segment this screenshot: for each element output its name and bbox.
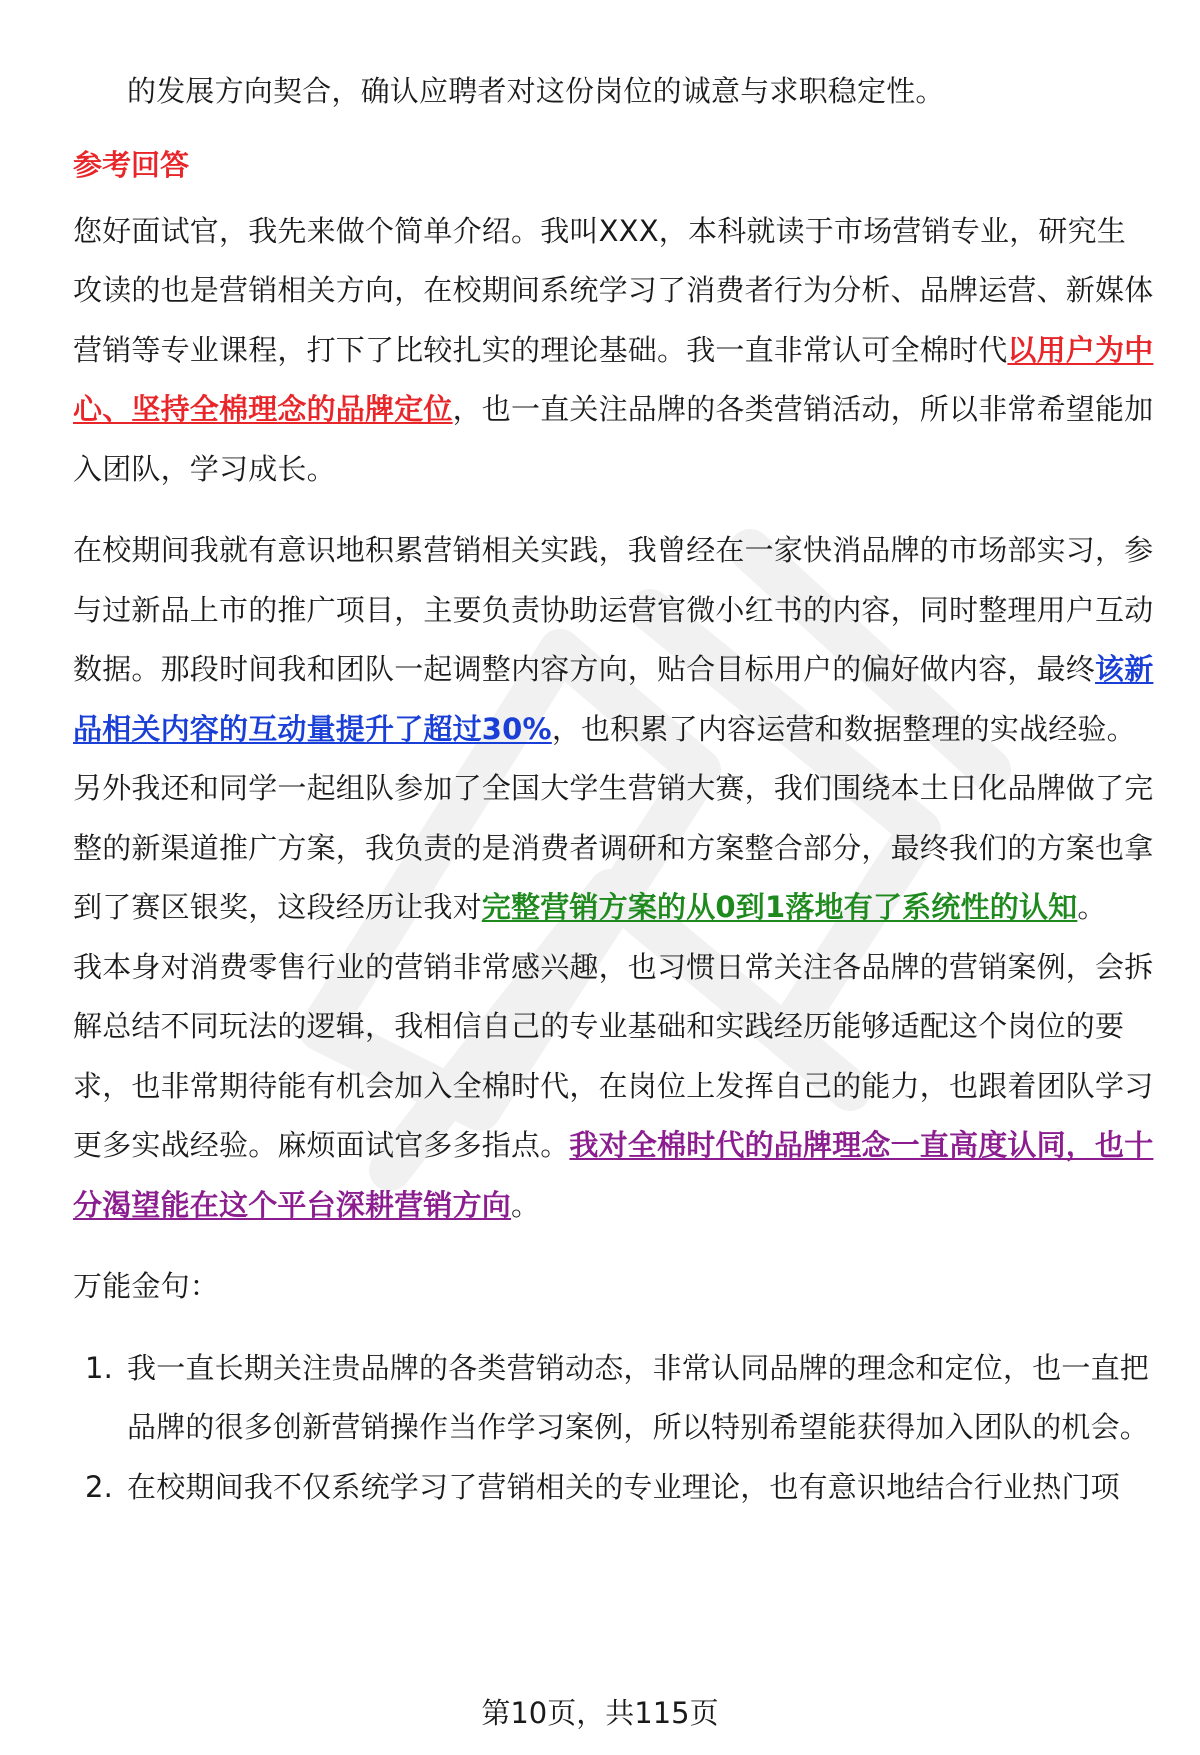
highlight-brand-positioning: 以用户为中心、坚持全棉理念的品牌定位	[73, 332, 1154, 426]
golden-sentences-list	[73, 1339, 1155, 1518]
golden-sentences-label: 万能金句：	[73, 1269, 220, 1303]
page-number-footer: 第10页，共115页	[481, 1696, 719, 1730]
answer-paragraph-2	[73, 521, 1155, 938]
answer-paragraph-3	[73, 938, 1155, 1236]
highlight-brand-recognition: 我对全棉时代的品牌理念一直高度认同，也十分渴望能在这个平台深耕营销方向	[73, 1128, 1154, 1222]
list-item-number: 2.	[85, 1469, 114, 1504]
paragraph-text: 在校期间我就有意识地积累营销相关实践，我曾经在一家快消品牌的市场部实习，参与过新品上市的推广项目，主要负责协助运营官微小红书的内容，同时整理用户互动数据。那段时间我和团队一起调整内容方向，贴合目标用户的偏好做内容，最终	[73, 533, 1154, 686]
list-item-number: 1.	[85, 1350, 114, 1385]
paragraph-text: 您好面试官，我先来做个简单介绍。我叫XXX，本科就读于市场营销专业，研究生攻读的也是营销相关方向，在校期间系统学习了消费者行为分析、品牌运营、新媒体营销等专业课程，打下了比较扎实的理论基础。我一直非常认可全棉时代	[73, 213, 1154, 367]
paragraph-text: 我本身对消费零售行业的营销非常感兴趣，也习惯日常关注各品牌的营销案例，会拆解总结不同玩法的逻辑，我相信自己的专业基础和实践经历能够适配这个岗位的要求，也非常期待能有机会加入全棉时代，在岗位上发挥自己的能力，也跟着团队学习更多实战经验。麻烦面试官多多指点。	[73, 949, 1154, 1162]
paragraph-text: 。	[511, 1187, 541, 1222]
document-body	[73, 62, 1155, 1517]
paragraph-text: ，也积累了内容运营和数据整理的实战经验。另外我还和同学一起组队参加了全国大学生营销大赛，我们围绕本土日化品牌做了完整的新渠道推广方案，我负责的是消费者调研和方案整合部分，最终我们的方案也拿到了赛区银奖，这段经历让我对	[73, 711, 1154, 924]
highlight-system-understanding: 完整营销方案的从0到1落地有了系统性的认知	[481, 890, 1078, 924]
list-item-text: 我一直长期关注贵品牌的各类营销动态，非常认同品牌的理念和定位，也一直把品牌的很多创新营销操作当作学习案例，所以特别希望能获得加入团队的机会。	[127, 1350, 1150, 1444]
list-item	[73, 1458, 1155, 1518]
intro-tail-text: 的发展方向契合，确认应聘者对这份岗位的诚意与求职稳定性。	[127, 74, 945, 108]
list-item	[73, 1339, 1155, 1458]
reference-answer-heading: 参考回答	[73, 147, 190, 182]
paragraph-text: ，也一直关注品牌的各类营销活动，所以非常希望能加入团队，学习成长。	[73, 392, 1154, 486]
answer-paragraph-1	[73, 202, 1155, 500]
highlight-engagement-result: 该新品相关内容的互动量提升了超过30%	[73, 652, 1154, 746]
list-item-text: 在校期间我不仅系统学习了营销相关的专业理论，也有意识地结合行业热门项	[127, 1469, 1120, 1504]
paragraph-text: 。	[1077, 890, 1107, 924]
